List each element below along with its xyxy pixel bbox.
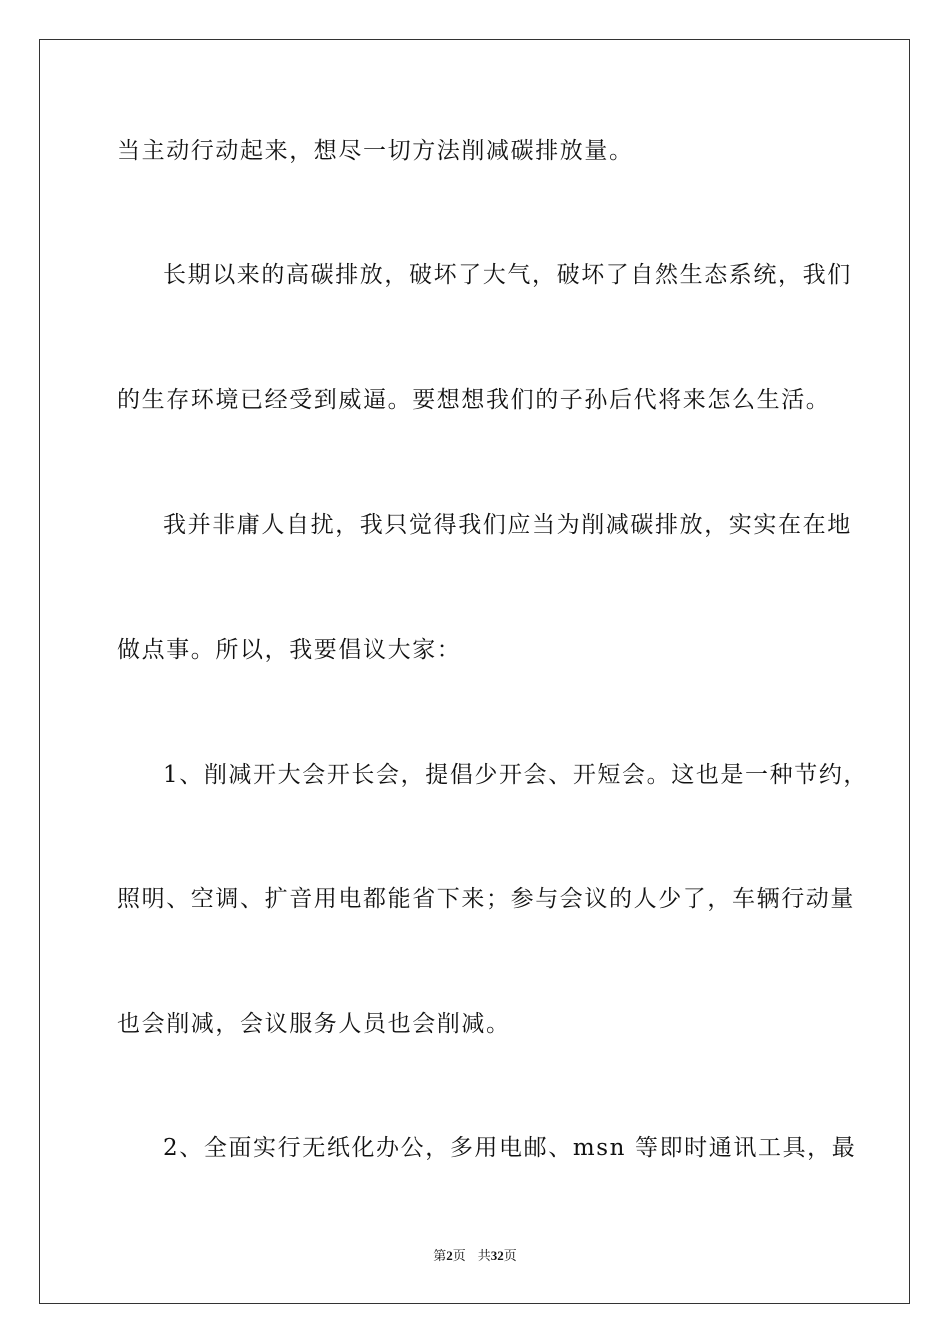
text-line: 我并非庸人自扰，我只觉得我们应当为削减碳排放，实实在在地 [163,512,852,538]
footer-page-number: 2 [446,1248,453,1263]
footer-total-pages: 32 [490,1248,504,1263]
footer-total-suffix: 页 [503,1249,517,1264]
text-line: 照明、空调、扩音用电都能省下来；参与会议的人少了，车辆行动量 [117,886,855,912]
text-line: 当主动行动起来，想尽一切方法削减碳排放量。 [117,138,634,164]
text-line: 1、削减开大会开长会，提倡少开会、开短会。这也是一种节约， [163,762,869,788]
page-border [39,39,910,1304]
page-footer [0,1247,950,1266]
footer-total-prefix: 共 [477,1249,491,1264]
text-line: 的生存环境已经受到威逼。要想想我们的子孙后代将来怎么生活。 [117,387,831,413]
footer-page-suffix: 页 [452,1249,466,1264]
text-line: 做点事。所以，我要倡议大家： [117,637,462,663]
text-line: 长期以来的高碳排放，破坏了大气，破坏了自然生态系统，我们 [163,262,852,288]
text-line: 也会削减，会议服务人员也会削减。 [117,1011,511,1037]
text-line: 2、全面实行无纸化办公，多用电邮、msn 等即时通讯工具，最 [163,1135,857,1161]
footer-page-prefix: 第 [433,1249,447,1264]
